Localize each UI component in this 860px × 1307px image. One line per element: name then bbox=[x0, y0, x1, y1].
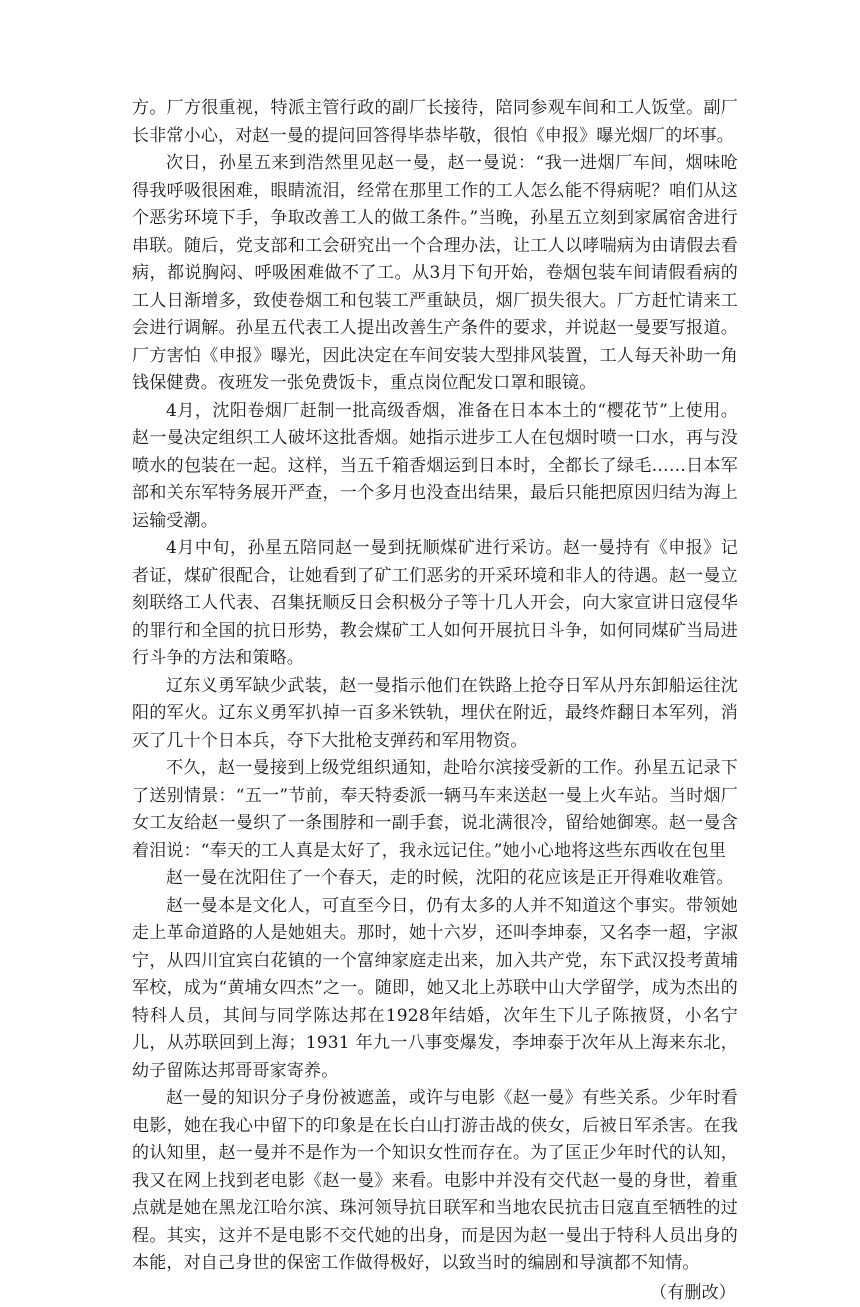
article-body bbox=[132, 95, 738, 1307]
paragraph: 不久，赵一曼接到上级党组织通知，赴哈尔滨接受新的工作。孙星五记录下了送别情景：“五一”节前，奉天特委派一辆马车来送赵一曼上火车站。当时烟厂女工友给赵一曼织了一条围脖和一副手套，说北满很冷，留给她御寒。赵一曼含着泪说：“奉天的工人真是太好了，我永远记住。”她小心地将这些东西收在包里 bbox=[132, 755, 738, 865]
paragraph: 次日，孙星五来到浩然里见赵一曼，赵一曼说：“我一进烟厂车间，烟味呛得我呼吸很困难，眼睛流泪，经常在那里工作的工人怎么能不得病呢？咱们从这个恶劣环境下手，争取改善工人的做工条件。”当晚，孙星五立刻到家属宿舍进行串联。随后，党支部和工会研究出一个合理办法，让工人以哮喘病为由请假去看病，都说胸闷、呼吸困难做不了工。从3月下旬开始，卷烟包装车间请假看病的工人日渐增多，致使卷烟工和包装工严重缺员，烟厂损失很大。厂方赶忙请来工会进行调解。孙星五代表工人提出改善生产条件的要求，并说赵一曼要写报道。厂方害怕《申报》曝光，因此决定在车间安装大型排风装置，工人每天补助一角钱保健费。夜班发一张免费饭卡，重点岗位配发口罩和眼镜。 bbox=[132, 150, 738, 398]
paragraph: 辽东义勇军缺少武装，赵一曼指示他们在铁路上抢夺日军从丹东卸船运往沈阳的军火。辽东义勇军扒掉一百多米铁轨，埋伏在附近，最终炸翻日本军列，消灭了几十个日本兵，夺下大批枪支弹药和军用物资。 bbox=[132, 673, 738, 756]
paragraph: 赵一曼的知识分子身份被遮盖，或许与电影《赵一曼》有些关系。少年时看电影，她在我心中留下的印象是在长白山打游击战的侠女，后被日军杀害。在我的认知里，赵一曼并不是作为一个知识女性而存在。为了匡正少年时代的认知，我又在网上找到老电影《赵一曼》来看。电影中并没有交代赵一曼的身世，着重点就是她在黑龙江哈尔滨、珠河领导抗日联军和当地农民抗击日寇直至牺牲的过程。其实，这并不是电影不交代她的出身，而是因为赵一曼出于特科人员出身的本能，对自己身世的保密工作做得极好，以致当时的编剧和导演都不知情。 bbox=[132, 1085, 738, 1278]
edit-note: （有删改） bbox=[132, 1280, 738, 1307]
paragraph: 赵一曼本是文化人，可直至今日，仍有太多的人并不知道这个事实。带领她走上革命道路的人是她姐夫。那时，她十六岁，还叫李坤泰，又名李一超，字淑宁，从四川宜宾白花镇的一个富绅家庭走出来，加入共产党，东下武汉投考黄埔军校，成为“黄埔女四杰”之一。随即，她又北上苏联中山大学留学，成为杰出的特科人员，其间与同学陈达邦在1928年结婚，次年生下儿子陈掖贤，小名宁儿，从苏联回到上海；1931 年九一八事变爆发，李坤泰于次年从上海来东北，幼子留陈达邦哥哥家寄养。 bbox=[132, 893, 738, 1086]
paragraph: 4月，沈阳卷烟厂赶制一批高级香烟，准备在日本本土的“樱花节”上使用。赵一曼决定组织工人破坏这批香烟。她指示进步工人在包烟时喷一口水，再与没喷水的包装在一起。这样，当五千箱香烟运到日本时，全都长了绿毛……日本军部和关东军特务展开严查，一个多月也没查出结果，最后只能把原因归结为海上运输受潮。 bbox=[132, 398, 738, 536]
paragraph: 方。厂方很重视，特派主管行政的副厂长接待，陪同参观车间和工人饭堂。副厂长非常小心，对赵一曼的提问回答得毕恭毕敬，很怕《申报》曝光烟厂的坏事。 bbox=[132, 95, 738, 150]
paragraph: 赵一曼在沈阳住了一个春天，走的时候，沈阳的花应该是正开得难收难管。 bbox=[132, 865, 738, 893]
paragraph: 4月中旬，孙星五陪同赵一曼到抚顺煤矿进行采访。赵一曼持有《申报》记者证，煤矿很配合，让她看到了矿工们恶劣的开采环境和非人的待遇。赵一曼立刻联络工人代表、召集抚顺反日会积极分子等十几人开会，向大家宣讲日寇侵华的罪行和全国的抗日形势，教会煤矿工人如何开展抗日斗争，如何同煤矿当局进行斗争的方法和策略。 bbox=[132, 535, 738, 673]
